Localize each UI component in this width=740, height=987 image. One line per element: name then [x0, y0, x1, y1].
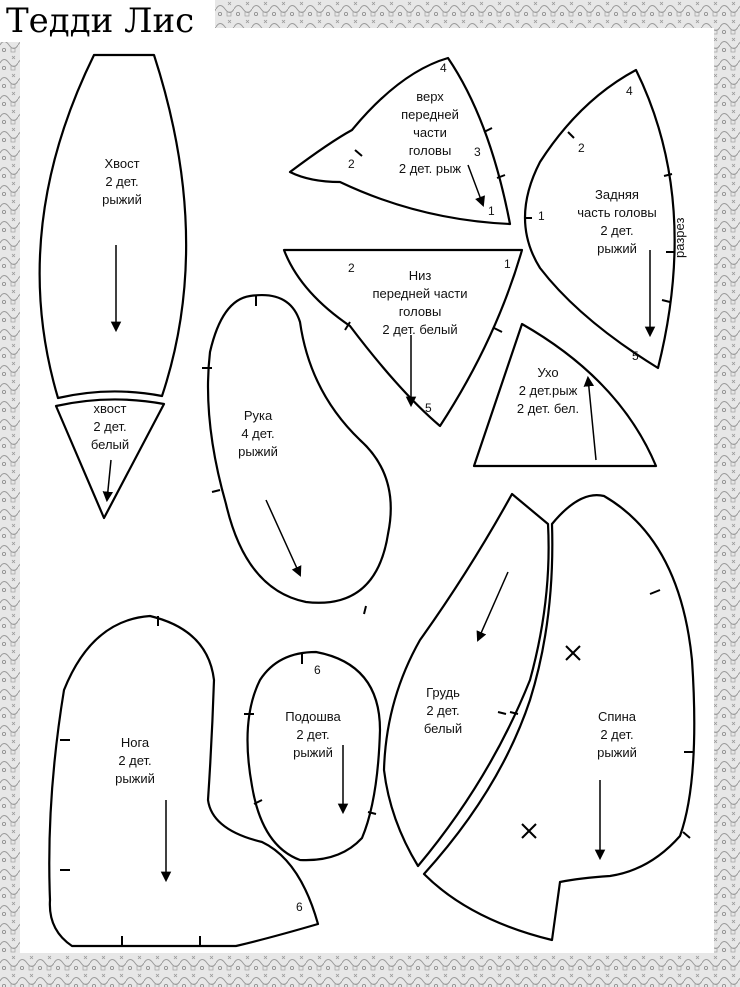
- head-top-label-4: головы: [408, 143, 452, 158]
- ear-label-2: 2 дет.рыж: [518, 383, 578, 398]
- head-back-cut-label: разрез: [672, 217, 687, 258]
- arm-label-2: 4 дет.: [241, 426, 275, 441]
- leg-label-2: 2 дет.: [118, 753, 152, 768]
- tail-tip-label-1: хвост: [93, 401, 127, 416]
- head-top-mark-1: 1: [488, 204, 495, 218]
- arm-label-3: рыжий: [238, 444, 278, 459]
- chest-label-1: Грудь: [426, 685, 460, 700]
- head-top-mark-2: 2: [348, 157, 355, 171]
- head-back-mark-4: 4: [626, 84, 633, 98]
- head-back-label-2: часть головы: [577, 205, 657, 220]
- back-label-1: Спина: [597, 709, 637, 724]
- head-bottom-mark-1: 1: [504, 257, 511, 271]
- head-back-mark-1: 1: [538, 209, 545, 223]
- tail-label-2: 2 дет.: [105, 174, 139, 189]
- head-back-mark-2: 2: [578, 141, 585, 155]
- svg-text:Рука4 дет.рыжий: [238, 408, 278, 459]
- svg-text:Спина2 дет.рыжий: [597, 709, 637, 760]
- head-bottom-mark-2: 2: [348, 261, 355, 275]
- head-top-label-1: верх: [416, 89, 444, 104]
- head-back-label-3: 2 дет.: [600, 223, 634, 238]
- head-bottom-label-4: 2 дет. белый: [382, 322, 458, 337]
- head-bottom-label-3: головы: [398, 304, 442, 319]
- ear-label-3: 2 дет. бел.: [516, 401, 580, 416]
- tail-tip-label-3: белый: [90, 437, 130, 452]
- head-back-label-1: Задняя: [595, 187, 639, 202]
- head-top-mark-4: 4: [440, 61, 447, 75]
- head-back-label-4: рыжий: [597, 241, 637, 256]
- head-bottom-mark-5: 5: [425, 401, 432, 415]
- sole-label-2: 2 дет.: [296, 727, 330, 742]
- sole-label-3: рыжий: [293, 745, 333, 760]
- head-top-label-2: передней: [401, 107, 459, 122]
- head-top-mark-3: 3: [474, 145, 481, 159]
- head-top-label-5: 2 дет. рыж: [398, 161, 462, 176]
- svg-text:Грудь2 дет.белый: [424, 685, 462, 736]
- svg-text:Хвост2 дет.рыжий: [102, 156, 142, 207]
- svg-text:Нога2 дет.рыжий: [115, 735, 155, 786]
- page-title: Тедди Лис: [6, 1, 195, 41]
- head-back-mark-5: 5: [632, 349, 639, 363]
- tail-label-3: рыжий: [102, 192, 142, 207]
- tail-label-1: Хвост: [104, 156, 140, 171]
- back-label-2: 2 дет.: [600, 727, 634, 742]
- sole-label-1: Подошва: [285, 709, 341, 724]
- leg-label-1: Нога: [120, 735, 150, 750]
- back-label-3: рыжий: [597, 745, 637, 760]
- arm-label-1: Рука: [243, 408, 273, 423]
- chest-label-2: 2 дет.: [426, 703, 460, 718]
- ear-label-1: Ухо: [537, 365, 559, 380]
- head-bottom-label-1: Низ: [408, 268, 432, 283]
- sole-mark-6: 6: [314, 663, 321, 677]
- tail-tip-label-2: 2 дет.: [93, 419, 127, 434]
- head-bottom-label-2: передней части: [372, 286, 468, 301]
- head-top-label-3: части: [413, 125, 447, 140]
- svg-text:хвост2 дет.белый: [91, 401, 129, 452]
- leg-mark-6: 6: [296, 900, 303, 914]
- leg-label-3: рыжий: [115, 771, 155, 786]
- chest-label-3: белый: [423, 721, 463, 736]
